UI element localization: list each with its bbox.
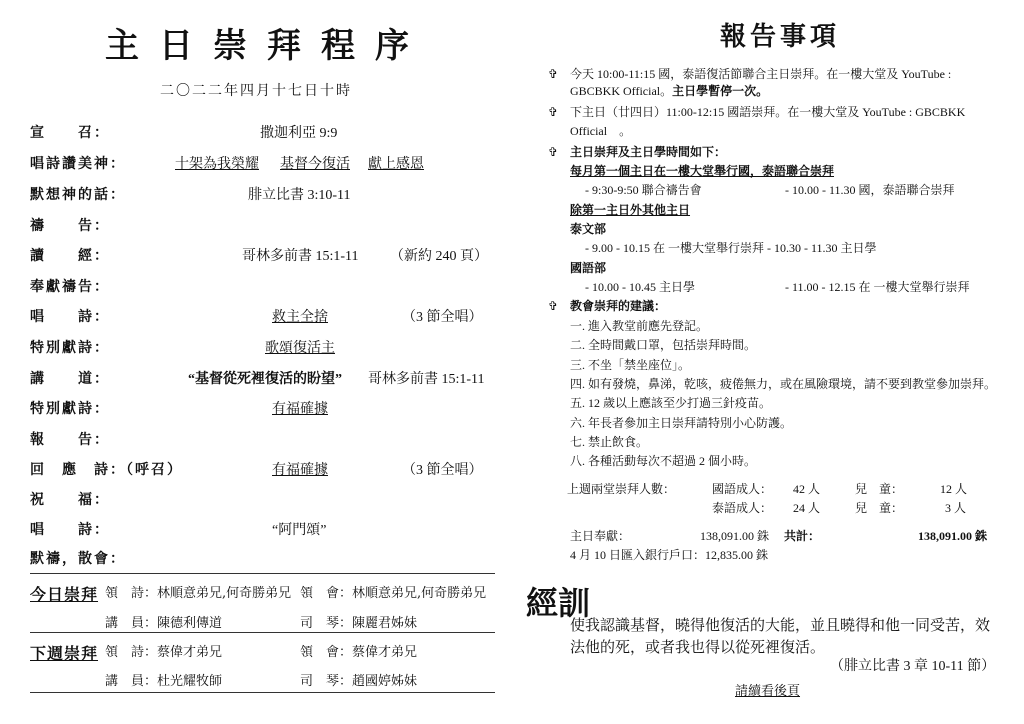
hymn-3: 獻上感恩 [368, 157, 424, 172]
mandarin-adults-label: 國語成人： [712, 482, 773, 496]
thai-dept-label: 泰文部 [570, 222, 607, 236]
thai-adults-label: 泰語成人： [712, 501, 773, 515]
scripture-reference: （腓立比書 3 章 10-11 節） [830, 659, 996, 674]
label-special-1: 特別獻詩： [30, 340, 110, 356]
thai-dept-schedule: - 9.00 - 10.15 在 一樓大堂舉行崇拜 - 10.30 - 11.30 主日學 [585, 241, 877, 255]
divider [30, 632, 495, 633]
today-presider: 領 會：林順意弟兄,何奇勝弟兄 [300, 586, 487, 601]
today-speaker: 講 員：陳德利傳道 [105, 616, 223, 631]
label-hymn: 唱 詩： [30, 309, 110, 325]
service-date: 二〇二二年四月十七日十時 [160, 83, 352, 99]
first-sunday-worship: - 10.00 - 11.30 國，泰語聯合崇拜 [785, 183, 955, 197]
reading-verse: 哥林多前書 15:1-11 [242, 249, 359, 264]
notice-1-line-1: 今天 10:00-11:15 國，泰語復活節聯合主日崇拜。在一樓大堂及 YouTube : [570, 67, 952, 81]
service-title: 主日崇拜程序 [105, 26, 429, 66]
today-label: 今日崇拜 [30, 585, 99, 604]
next-label: 下週崇拜 [30, 644, 99, 663]
suggestion-item: 七. 禁止飲食。 [570, 435, 649, 449]
bank-transfer: 4 月 10 日匯入銀行戶口：12,835.00 銖 [570, 548, 769, 562]
cross-icon: ✞ [548, 145, 559, 159]
special-2-title: 有福確據 [272, 402, 328, 417]
children-label: 兒 童： [855, 501, 904, 515]
suggestion-item: 四. 如有發燒，鼻涕，乾咳，疲倦無力，或在風險環境，請不要到教堂參加崇拜。 [570, 377, 997, 391]
scripture-text: 使我認識基督，曉得他復活的大能，並且曉得和他一同受苦，效法他的死，或者我也得以從死裡復活。 [570, 616, 991, 656]
announcements-title: 報告事項 [720, 22, 841, 52]
next-song-leader: 領 詩：蔡偉才弟兄 [105, 645, 223, 660]
mandarin-worship: - 11.00 - 12.15 在 一樓大堂舉行崇拜 [785, 280, 970, 294]
next-speaker: 講 員：杜光耀牧師 [105, 674, 223, 689]
first-sunday-prayer: - 9:30-9:50 聯合禱告會 [585, 183, 702, 197]
cross-icon: ✞ [548, 299, 559, 313]
label-sermon: 講 道： [30, 371, 110, 387]
today-pianist: 司 琴：陳麗君姊妹 [300, 616, 418, 631]
notice-1-channel: GBCBKK Official。 [570, 84, 673, 98]
label-hymns: 唱詩讚美神： [30, 156, 126, 172]
notice-2-line-1: 下主日（廿四日）11:00-12:15 國語崇拜。在一樓大堂及 YouTube : GBCBKK [570, 105, 966, 119]
label-meditation: 默想神的話： [30, 187, 126, 203]
suggestion-item: 一. 進入教堂前應先登記。 [570, 319, 709, 333]
label-blessing: 祝 福： [30, 492, 110, 508]
mandarin-sunday-school: - 10.00 - 10.45 主日學 [585, 280, 695, 294]
total-amount: 138,091.00 銖 [918, 529, 988, 543]
sermon-title: “基督從死裡復活的盼望” [188, 372, 342, 387]
hymn-2: 基督今復活 [280, 157, 350, 172]
special-1-title: 歌頌復活主 [265, 341, 335, 356]
label-special-2: 特別獻詩： [30, 401, 110, 417]
children-count: 12 人 [940, 482, 968, 496]
closing-hymn-title: “阿門頌” [272, 523, 327, 538]
offering-label: 主日奉獻： [570, 529, 631, 543]
sermon-verse: 哥林多前書 15:1-11 [368, 372, 485, 387]
notice-1-line-2 [570, 84, 768, 99]
suggestions-heading: 教會崇拜的建議： [570, 299, 667, 313]
attendance-label: 上週兩堂崇拜人數： [567, 482, 676, 496]
notice-2-line-2: Official 。 [570, 124, 632, 138]
thai-adults-count: 24 人 [793, 501, 821, 515]
cross-icon: ✞ [548, 67, 559, 81]
children-count: 3 人 [945, 501, 967, 515]
label-call: 宣 召： [30, 125, 110, 141]
today-song-leader: 領 詩：林順意弟兄,何奇勝弟兄 [105, 586, 292, 601]
suggestion-item: 五. 12 歲以上應該至少打過三針疫苗。 [570, 396, 772, 410]
continue-next-page: 請續看後頁 [735, 683, 801, 698]
next-presider: 領 會：蔡偉才弟兄 [300, 645, 418, 660]
suggestion-item: 八. 各種活動每次不超過 2 個小時。 [570, 454, 757, 468]
scripture-title: 經訓 [526, 584, 591, 622]
response-note: （3 節全唱） [402, 463, 483, 478]
next-pianist: 司 琴：趙國婷姊妹 [300, 674, 418, 689]
response-title: 有福確據 [272, 463, 328, 478]
first-sunday-heading: 每月第一個主日在一樓大堂舉行國，泰語聯合崇拜 [570, 164, 835, 178]
divider [30, 573, 495, 574]
hymn-note: （3 節全唱） [402, 310, 483, 325]
notice-3-heading: 主日崇拜及主日學時間如下： [570, 145, 727, 159]
children-label: 兒 童： [855, 482, 904, 496]
reading-page: （新約 240 頁） [390, 249, 488, 264]
suggestion-item: 六. 年長者參加主日崇拜請特別小心防護。 [570, 416, 793, 430]
notice-1-sunday-school: 主日學暫停一次。 [672, 84, 769, 98]
label-prayer: 禱 告： [30, 218, 110, 234]
label-announce: 報 告： [30, 432, 110, 448]
label-reading: 讀 經： [30, 248, 110, 264]
hymn-title: 救主全捨 [272, 310, 328, 325]
label-offering: 奉獻禱告： [30, 279, 110, 295]
suggestion-item: 三. 不坐「禁坐座位」。 [570, 358, 691, 372]
cross-icon: ✞ [548, 105, 559, 119]
suggestion-item: 二. 全時間戴口罩，包括崇拜時間。 [570, 338, 757, 352]
mandarin-dept-label: 國語部 [570, 261, 607, 275]
divider [30, 692, 495, 693]
hymn-1: 十架為我榮耀 [175, 157, 259, 172]
label-closing-hymn: 唱 詩： [30, 522, 110, 538]
label-response: 回 應 詩：（呼召） [30, 462, 183, 478]
other-sunday-heading: 除第一主日外其他主日 [570, 203, 691, 217]
total-label: 共計： [784, 529, 821, 543]
mandarin-adults-count: 42 人 [793, 482, 821, 496]
label-dismiss: 默禱，散會： [30, 551, 126, 567]
meditation-verse: 腓立比書 3:10-11 [248, 188, 351, 203]
call-verse: 撒迦利亞 9:9 [260, 126, 338, 141]
offering-amount: 138,091.00 銖 [700, 529, 770, 543]
